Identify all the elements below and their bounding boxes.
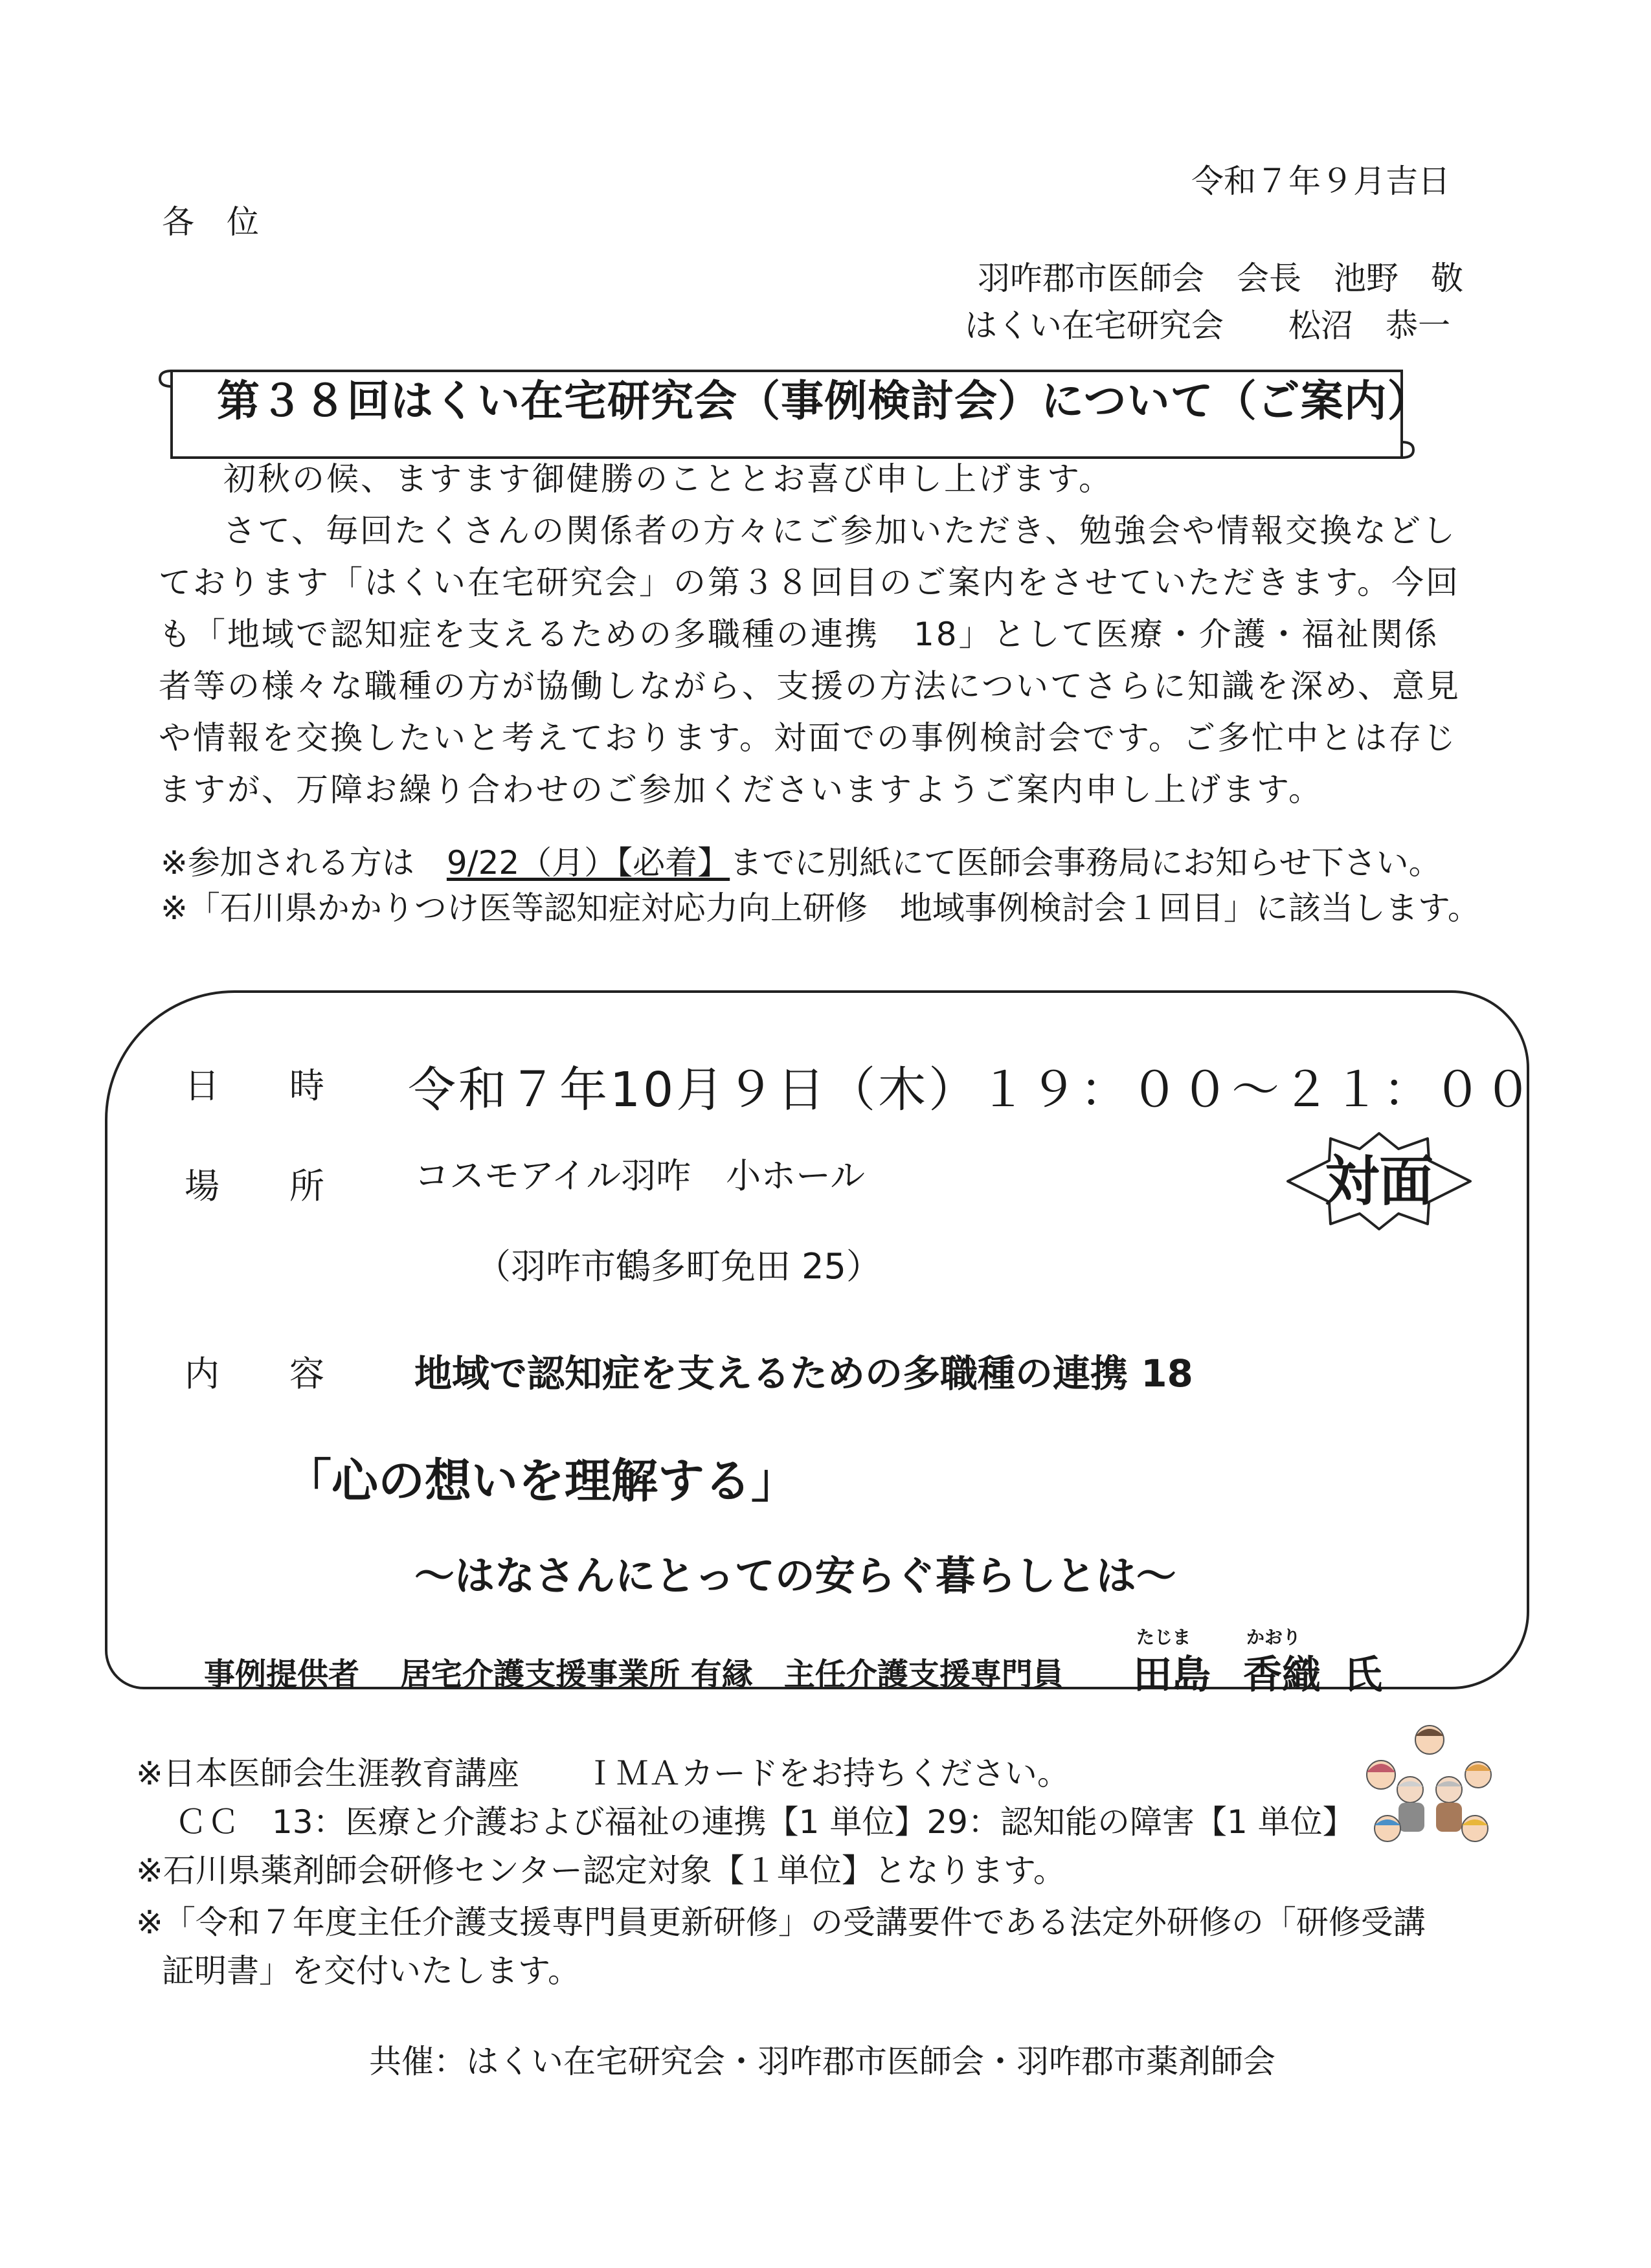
greeting-body (159, 453, 1473, 816)
presenter-surname-ruby: たじま (1136, 1627, 1191, 1648)
training-note: ※「石川県かかりつけ医等認知症対応力向上研修 地域事例検討会１回目」に該当します。 (161, 889, 1480, 927)
care-team-illustration (1358, 1722, 1498, 1858)
sender-medical-association: 羽咋郡市医師会 会長 池野 敬 (978, 260, 1463, 297)
cohost-line: 共催：はくい在宅研究会・羽咋郡市医師会・羽咋郡市薬剤師会 (369, 2043, 1275, 2080)
place-value: コスモアイル羽咋 小ホール (414, 1155, 866, 1196)
recipient: 各 位 (162, 203, 259, 241)
presenter-surname: 田島 (1133, 1652, 1211, 1698)
presenter-given-ruby: かおり (1246, 1627, 1301, 1648)
cc-note: ＣＣ 13：医療と介護および福祉の連携【1 単位】29：認知能の障害【1 単位】 (175, 1803, 1355, 1841)
session-theme: 「心の想いを理解する」 (285, 1454, 798, 1508)
greeting-paragraph: さて、毎回たくさんの関係者の方々にご参加いただき、勉強会や情報交換などしております「はくい在宅研究会」の第３８回目のご案内をさせていただきます。今回も「地域で認知症を支えるための多職種の連携 18」として医療・介護・福祉関係者等の様々な職種の方が協働しながら、支援の方法についてさらに知識を深め、意見や情報を交換したいと考えております。対面での事例検討会です。ご多忙中とは存じますが、万障お繰り合わせのご参加くださいますようご案内申し上げます。 (159, 512, 1461, 808)
certificate-note-line1: ※「令和７年度主任介護支援専門員更新研修」の受講要件である法定外研修の「研修受講 (136, 1904, 1426, 1941)
deadline-date: 9/22（月）【必着】 (446, 844, 730, 882)
page-title: 第３８回はくい在宅研究会（事例検討会）について（ご案内） (217, 376, 1431, 426)
content-value: 地域で認知症を支えるための多職種の連携 18 (414, 1351, 1193, 1395)
presenter-suffix: 氏 (1343, 1652, 1382, 1698)
in-person-badge-label: 対面 (1324, 1150, 1433, 1213)
content-label: 内 容 (185, 1353, 324, 1394)
place-label: 場 所 (185, 1166, 324, 1206)
in-person-badge (1285, 1129, 1473, 1233)
deadline-note-post: までに別紙にて医師会事務局にお知らせ下さい。 (730, 844, 1441, 882)
datetime-label: 日 時 (185, 1065, 324, 1106)
ima-note: ※日本医師会生涯教育講座 ＩＭＡカードをお持ちください。 (136, 1755, 1070, 1792)
deadline-note (161, 844, 1441, 882)
deadline-note-pre: ※参加される方は (161, 844, 447, 882)
sender-study-group: はくい在宅研究会 松沼 恭一 (965, 307, 1450, 344)
place-address: （羽咋市鶴多町免田 25） (476, 1246, 881, 1287)
presenter-given: 香織 (1243, 1652, 1321, 1698)
pharmacy-note: ※石川県薬剤師会研修センター認定対象【１単位】となります。 (136, 1852, 1066, 1889)
datetime-value: 令和７年10月９日（木）１９：００～２１：００ (408, 1062, 1535, 1118)
presenter-label: 事例提供者 (204, 1656, 360, 1693)
greeting-line: 初秋の候、ますます御健勝のこととお喜び申し上げます。 (223, 460, 1113, 498)
presenter-org: 居宅介護支援事業所 有縁 主任介護支援専門員 (400, 1656, 1064, 1693)
session-subtheme: ～はなさんにとっての安らぐ暮らしとは～ (414, 1552, 1176, 1599)
document-date: 令和７年９月吉日 (1191, 162, 1450, 200)
certificate-note-line2: 証明書」を交付いたします。 (162, 1952, 580, 1990)
